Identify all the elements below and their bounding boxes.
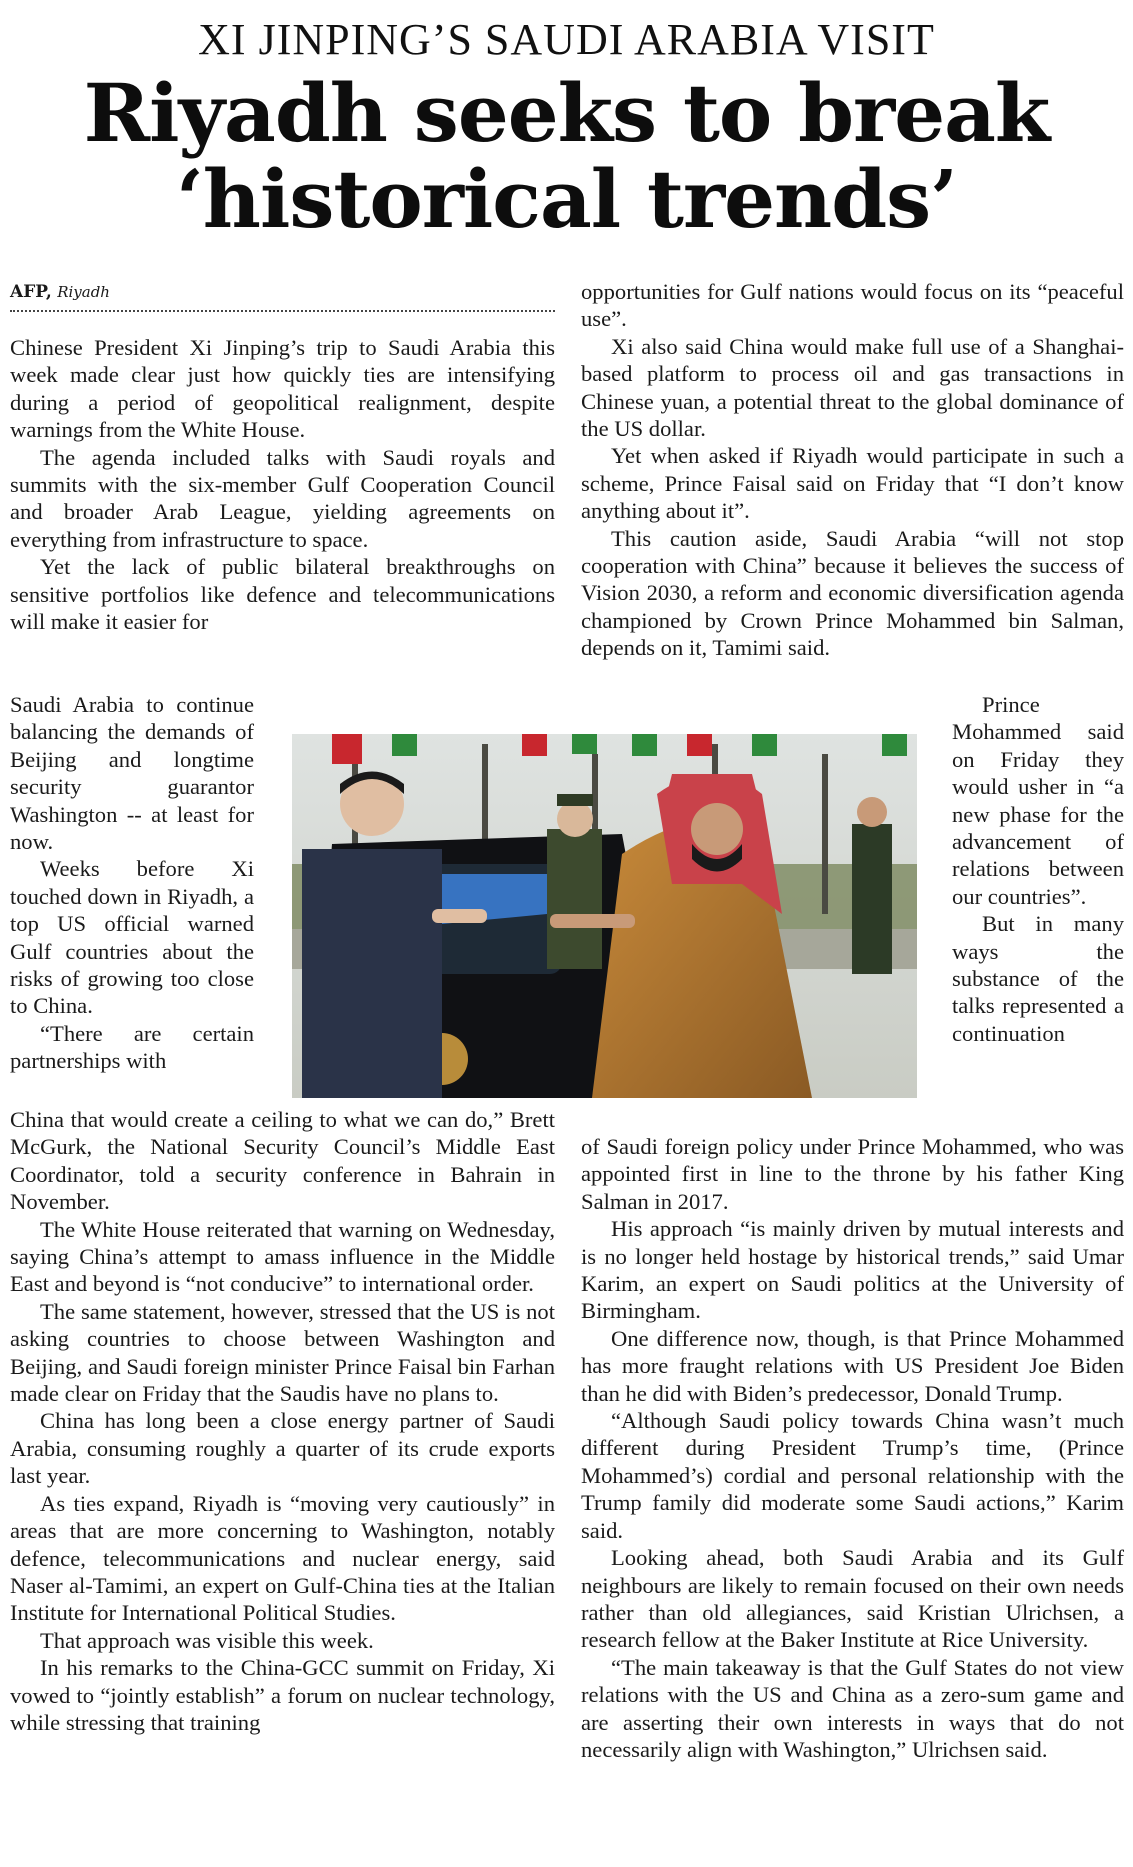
right-column-top [581,278,1124,662]
paragraph: Chinese President Xi Jinping’s trip to Saudi Arabia this week made clear just how quickly ties are intensifying during a period of geopolitical realignment, despite warnings from the White House. [10,335,555,443]
section-kicker: XI JINPING’S SAUDI ARABIA VISIT [198,15,935,64]
paragraph: Saudi Arabia to continue balancing the demands of Beijing and longtime security guarantor Washington -- at least for now. [10,692,254,855]
paragraph: Looking ahead, both Saudi Arabia and its Gulf neighbours are likely to remain focused on their own needs rather than old allegiances, said Kristian Ulrichsen, a research fellow at the Baker Institute at Rice University. [581,1545,1124,1653]
left-wrap-text [10,691,254,1075]
paragraph: Xi also said China would make full use of a Shanghai-based platform to process oil and gas transactions in Chinese yuan, a potential threat to the global dominance of the US dollar. [581,333,1124,442]
news-photo [292,734,917,1098]
paragraph: The White House reiterated that warning on Wednesday, saying China’s attempt to amass influence in the Middle East and beyond is “not conducive” to international order. [10,1216,555,1297]
headline-line-2: ‘historical trends’ [175,152,958,246]
paragraph: In his remarks to the China-GCC summit on Friday, Xi vowed to “jointly establish” a forum on nuclear technology, while stressing that training [10,1655,555,1735]
paragraph: But in many ways the substance of the talks represented a continuation [952,911,1124,1046]
paragraph: opportunities for Gulf nations would focus on its “peaceful use”. [581,279,1124,332]
paragraph: “There are certain partnerships with [10,1020,254,1074]
headline [0,66,1133,246]
paragraph: of Saudi foreign policy under Prince Mohammed, who was appointed first in line to the throne by his father King Salman in 2017. [581,1134,1124,1214]
paragraph: The agenda included talks with Saudi royals and summits with the six-member Gulf Cooperation Council and broader Arab League, yielding agreements on everything from infrastructure to space. [10,444,555,552]
paragraph: One difference now, though, is that Prince Mohammed has more fraught relations with US President Joe Biden than he did with Biden’s predecessor, Donald Trump. [581,1325,1124,1406]
paragraph: Yet the lack of public bilateral breakthroughs on sensitive portfolios like defence and telecommunications will make it easier for [10,554,555,635]
paragraph: As ties expand, Riyadh is “moving very cautiously” in areas that are more concerning to Washington, notably defence, telecommunications and nuclear energy, said Naser al-Tamimi, an expert on Gulf-China ties at the Italian Institute for International Political Studies. [10,1490,555,1626]
byline-agency: AFP, [10,282,52,302]
paragraph: China has long been a close energy partner of Saudi Arabia, consuming roughly a quarter of its crude exports last year. [10,1408,555,1489]
paragraph: This caution aside, Saudi Arabia “will not stop cooperation with China” because it believes the success of Vision 2030, a reform and economic diversification agenda championed by Crown Prince Mohammed bin Salman, depends on it, Tamimi said. [581,525,1124,661]
paragraph: His approach “is mainly driven by mutual interests and is no longer held hostage by historical trends,” said Umar Karim, an expert on Saudi politics at the University of Birmingham. [581,1216,1124,1324]
byline-place: Riyadh [57,283,110,301]
paragraph: “The main takeaway is that the Gulf States do not view relations with the US and China as a zero-sum game and are asserting their own interests in ways that do not necessarily align with Washington,” Ulrichsen said. [581,1654,1124,1762]
paragraph: China that would create a ceiling to what we can do,” Brett McGurk, the National Security Council’s Middle East Coordinator, told a security conference in Bahrain in November. [10,1107,555,1215]
left-column-top [10,334,555,635]
paragraph: That approach was visible this week. [40,1627,374,1653]
paragraph: Weeks before Xi touched down in Riyadh, a top US official warned Gulf countries about the risks of growing too close to China. [10,856,254,1019]
byline [10,282,555,312]
left-column-bottom [10,1106,555,1736]
headline-line-1: Riyadh seeks to break [83,66,1050,160]
right-column-bottom [581,1133,1124,1763]
paragraph: “Although Saudi policy towards China wasn’t much different during President Trump’s time, (Prince Mohammed’s) cordial and personal relationship with the Trump family did moderate some Saudi actions,” Karim said. [581,1408,1124,1543]
right-wrap-text [952,691,1124,1047]
paragraph: Yet when asked if Riyadh would participate in such a scheme, Prince Faisal said on Friday that “I don’t know anything about it”. [581,443,1124,524]
paragraph: The same statement, however, stressed that the US is not asking countries to choose between Washington and Beijing, and Saudi foreign minister Prince Faisal bin Farhan made clear on Friday that the Saudis have no plans to. [10,1298,555,1407]
paragraph: Prince Mohammed said on Friday they would usher in “a new phase for the advancement of relations between our countries”. [952,692,1124,909]
